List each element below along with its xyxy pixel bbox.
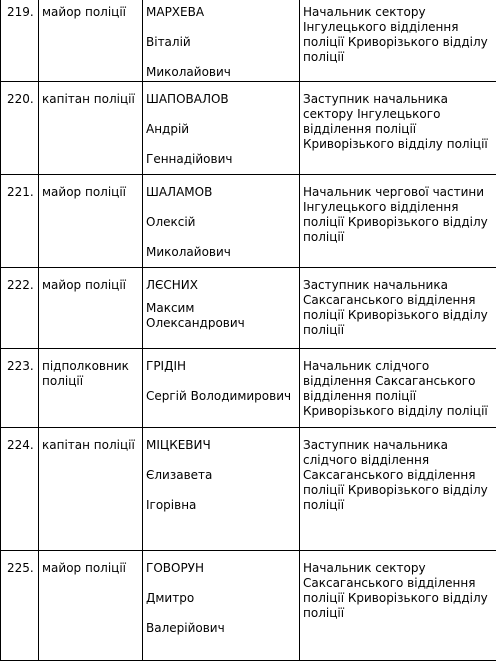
patronymic: Геннадійович [146, 152, 299, 167]
surname: МІЦКЕВИЧ [146, 438, 299, 453]
name-cell [143, 82, 300, 175]
table-row [1, 82, 496, 175]
surname: ГОВОРУН [146, 561, 299, 576]
table-row [1, 349, 496, 428]
table-row [1, 175, 496, 268]
position-cell [300, 82, 496, 175]
table-row [1, 551, 496, 661]
first-name: Єлизавета [146, 468, 299, 483]
name-cell [143, 349, 300, 428]
rank-cell: майор поліції [39, 175, 143, 268]
rank-cell: підполковник поліції [39, 349, 143, 428]
first-name: Сергій Володимирович [146, 389, 299, 404]
position-cell [300, 268, 496, 349]
name-cell [143, 428, 300, 551]
patronymic: Миколайович [146, 245, 299, 260]
name-cell [143, 551, 300, 661]
surname: ШАПОВАЛОВ [146, 92, 299, 107]
first-name: Андрій [146, 122, 299, 137]
first-name: Віталій [146, 35, 299, 50]
row-number: 220. [1, 82, 39, 175]
row-number: 225. [1, 551, 39, 661]
name-cell [143, 268, 300, 349]
patronymic: Ігорівна [146, 498, 299, 513]
position-text: Заступник начальника Саксаганського відділення поліції Криворізького відділу поліції [303, 278, 496, 338]
rank-cell: майор поліції [39, 0, 143, 82]
position-text: Начальник сектору Інгулецького відділення поліції Криворізького відділу поліції [303, 5, 496, 65]
position-cell [300, 428, 496, 551]
position-text: Начальник чергової частини Інгулецького відділення поліції Криворізького відділу поліції [303, 185, 496, 245]
rank-cell: майор поліції [39, 268, 143, 349]
surname: ШАЛАМОВ [146, 185, 299, 200]
surname: ГРІДІН [146, 359, 299, 374]
patronymic: Миколайович [146, 65, 299, 80]
position-text: Начальник слідчого відділення Саксаганського відділення поліції Криворізького відділу поліції [303, 359, 496, 419]
position-text: Заступник начальника слідчого відділення Саксаганського відділення поліції Криворізького відділу поліції [303, 438, 496, 513]
row-number: 223. [1, 349, 39, 428]
first-name: Олексій [146, 215, 299, 230]
position-text: Начальник сектору Саксаганського відділення поліції Криворізького відділу поліції [303, 561, 496, 621]
name-cell [143, 0, 300, 82]
position-cell [300, 0, 496, 82]
patronymic: Олександрович [146, 316, 299, 331]
surname: МАРХЕВА [146, 5, 299, 20]
position-cell [300, 551, 496, 661]
row-number: 219. [1, 0, 39, 82]
rank-cell: капітан поліції [39, 428, 143, 551]
name-cell [143, 175, 300, 268]
rank-cell: майор поліції [39, 551, 143, 661]
surname: ЛЄСНИХ [146, 278, 299, 293]
first-name: Дмитро [146, 591, 299, 606]
row-number: 224. [1, 428, 39, 551]
table-row [1, 428, 496, 551]
rank-cell: капітан поліції [39, 82, 143, 175]
first-name: Максим [146, 301, 299, 316]
row-number: 221. [1, 175, 39, 268]
table-row [1, 0, 496, 82]
patronymic: Валерійович [146, 621, 299, 636]
position-cell [300, 175, 496, 268]
position-cell [300, 349, 496, 428]
table-row [1, 268, 496, 349]
position-text: Заступник начальника сектору Інгулецького відділення поліції Криворізького відділу поліції [303, 92, 496, 152]
row-number: 222. [1, 268, 39, 349]
